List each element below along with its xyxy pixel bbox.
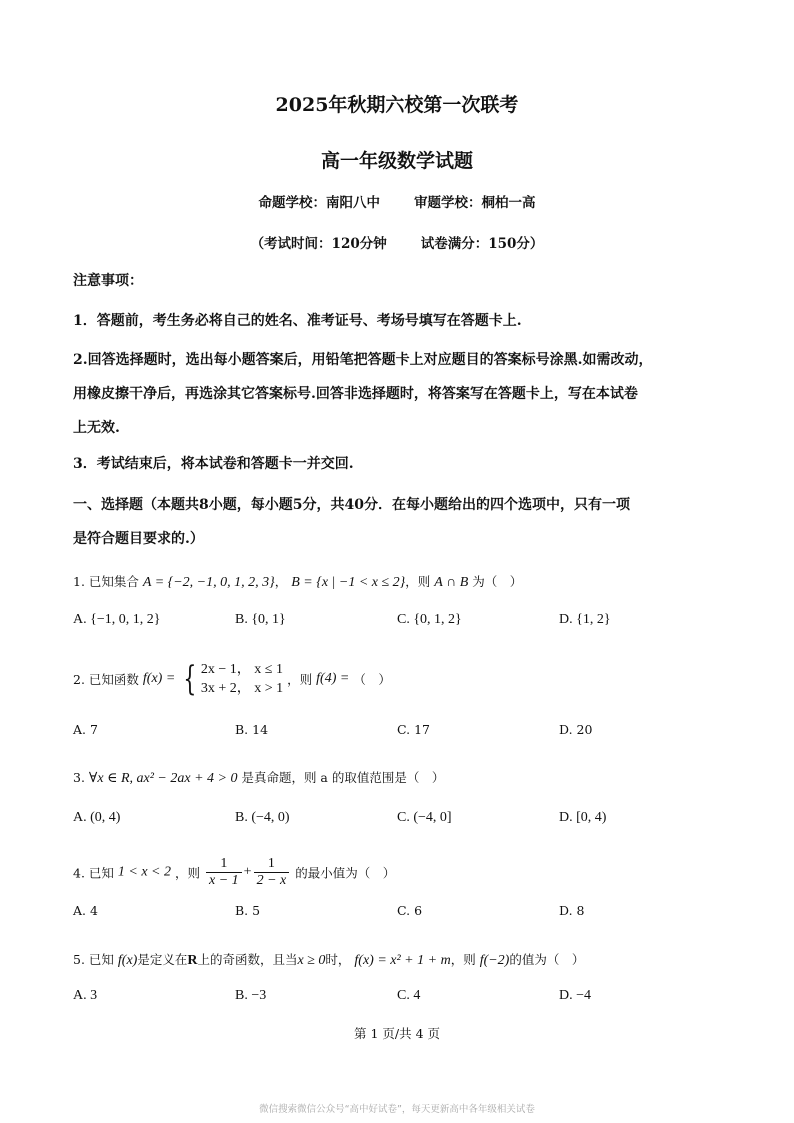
question-2-option-b[interactable]: B. 14 — [235, 722, 269, 737]
fraction-2-denominator: 2 − x — [256, 873, 287, 888]
question-4-option-c[interactable]: C. 6 — [397, 903, 423, 918]
question-1-set-a: A = {−2, −1, 0, 1, 2, 3} — [142, 575, 275, 590]
fraction-2 — [254, 856, 290, 889]
question-1-option-d[interactable]: D. {1, 2} — [559, 612, 611, 627]
question-4-suffix: 的最小值为（ ） — [295, 865, 396, 881]
question-2-mid: ，则 — [287, 672, 313, 687]
question-2-option-d[interactable]: D. 20 — [559, 722, 593, 737]
question-3-option-a[interactable]: A. (0, 4) — [73, 810, 121, 825]
question-2 — [73, 660, 723, 698]
brace-icon: { — [183, 659, 197, 699]
reviewer-school: 审题学校：桐柏一高 — [414, 195, 536, 211]
question-2-option-c[interactable]: C. 17 — [397, 722, 430, 737]
question-5-fx: f(x) — [117, 953, 138, 968]
question-5-mid-1: 是定义在 — [137, 952, 188, 967]
question-3-expr: ∀x ∈ R, ax² − 2ax + 4 > 0 — [88, 771, 238, 786]
question-5-suffix: 的值为（ ） — [509, 952, 585, 967]
question-3-suffix: 是真命题，则 a 的取值范围是（ ） — [241, 770, 445, 785]
exam-subtitle: 高一年级数学试题 — [320, 150, 473, 172]
question-3 — [73, 768, 723, 787]
question-2-prefix: 2. 已知函数 — [73, 672, 139, 687]
question-2-option-a[interactable]: A. 7 — [73, 722, 98, 737]
question-5-mid-3: 时， — [325, 952, 351, 967]
question-1-set-b: B = {x | −1 < x ≤ 2} — [291, 575, 406, 590]
watermark-text: 微信搜索微信公众号“高中好试卷”，每天更新高中各年级相关试卷 — [259, 1104, 535, 1115]
notice-item-2-line-3: 上无效. — [73, 420, 120, 436]
question-2-fx: f(x) = — [142, 671, 176, 686]
notice-heading: 注意事项： — [73, 273, 143, 289]
question-5-option-c[interactable]: C. 4 — [397, 988, 421, 1003]
question-4-mid: ，则 — [174, 865, 200, 881]
section-heading — [73, 488, 723, 556]
question-5 — [73, 950, 723, 969]
question-4-prefix: 4. 已知 — [73, 865, 114, 881]
section-heading-line-1: 一、选择题（本题共8小题，每小题5分，共40分．在每小题给出的四个选项中，只有一项 — [73, 497, 630, 513]
fraction-1-denominator: x − 1 — [208, 873, 239, 888]
notice-item-2-line-2: 用橡皮擦干净后，再选涂其它答案标号.回答非选择题时，将答案写在答题卡上，写在本试卷 — [73, 386, 638, 402]
question-2-suffix: （ ） — [353, 672, 391, 687]
question-1-suffix: 为（ ） — [472, 574, 523, 589]
section-heading-line-2: 是符合题目要求的.） — [73, 531, 204, 547]
notice-item-2 — [73, 343, 723, 445]
fraction-1-numerator: 1 — [206, 856, 242, 873]
question-3-option-b[interactable]: B. (−4, 0) — [235, 810, 290, 825]
question-5-condition: x ≥ 0 — [297, 953, 326, 968]
question-3-option-d[interactable]: D. [0, 4) — [559, 810, 607, 825]
question-4-option-b[interactable]: B. 5 — [235, 903, 261, 918]
question-5-option-a[interactable]: A. 3 — [73, 988, 98, 1003]
notice-item-3: 3．考试结束后，将本试卷和答题卡一并交回. — [73, 456, 354, 472]
notice-item-2-line-1: 2.回答选择题时，选出每小题答案后，用铅笔把答题卡上对应题目的答案标号涂黑.如需改动， — [73, 352, 653, 368]
piecewise-row-1: 2x − 1， x ≤ 1 — [200, 662, 283, 677]
question-4-option-d[interactable]: D. 8 — [559, 903, 585, 918]
exam-score: 试卷满分：150分） — [420, 236, 544, 252]
question-5-mid-2: 上的奇函数，且当 — [197, 952, 298, 967]
question-5-prefix: 5. 已知 — [73, 952, 114, 967]
fraction-2-numerator: 1 — [254, 856, 290, 873]
exam-title: 2025年秋期六校第一次联考 — [275, 94, 519, 116]
question-1-option-c[interactable]: C. {0, 1, 2} — [397, 612, 462, 627]
question-1: 1. 已知集合 A = {−2, −1, 0, 1, 2, 3}， B = {x | −1 < x ≤ 2}，则 A ∩ B 为（ ） — [73, 574, 523, 590]
question-1-option-b[interactable]: B. {0, 1} — [235, 612, 286, 627]
piecewise-row-2: 3x + 2， x > 1 — [200, 681, 284, 696]
question-5-definition: f(x) = x² + 1 + m — [354, 953, 451, 968]
fraction-1 — [206, 856, 242, 889]
question-5-r: R — [187, 953, 198, 968]
question-2-expr: f(4) = — [316, 671, 350, 686]
question-4-condition: 1 < x < 2 — [117, 864, 171, 880]
question-5-expr: f(−2) — [479, 953, 510, 968]
question-4: 4. 已知 1 < x < 2 ，则 $\frac{1}{x - 1}$ + $\frac{1}{2 - x}$ 的最小值为（ ） — [73, 856, 396, 888]
piecewise-function — [179, 660, 283, 698]
question-1-prefix: 1. 已知集合 — [73, 574, 139, 589]
question-3-option-c[interactable]: C. (−4, 0] — [397, 810, 452, 825]
school-info — [0, 191, 794, 211]
page-footer: 第 1 页/共 4 页 — [353, 1026, 440, 1041]
question-4-option-a[interactable]: A. 4 — [73, 903, 98, 918]
question-5-option-d[interactable]: D. −4 — [559, 988, 592, 1003]
question-1-expr: A ∩ B — [434, 575, 469, 590]
notice-item-1: 1．答题前，考生务必将自己的姓名、准考证号、考场号填写在答题卡上. — [73, 313, 522, 329]
question-3-prefix: 3. — [73, 770, 85, 785]
exam-time-info — [0, 232, 794, 252]
question-1-mid: ，则 — [405, 574, 431, 589]
setter-school: 命题学校：南阳八中 — [258, 195, 380, 211]
exam-time: （考试时间：120分钟 — [250, 236, 387, 252]
question-1-option-a[interactable]: A. {−1, 0, 1, 2} — [73, 612, 161, 627]
question-5-option-b[interactable]: B. −3 — [235, 988, 267, 1003]
question-5-mid-4: ，则 — [450, 952, 476, 967]
